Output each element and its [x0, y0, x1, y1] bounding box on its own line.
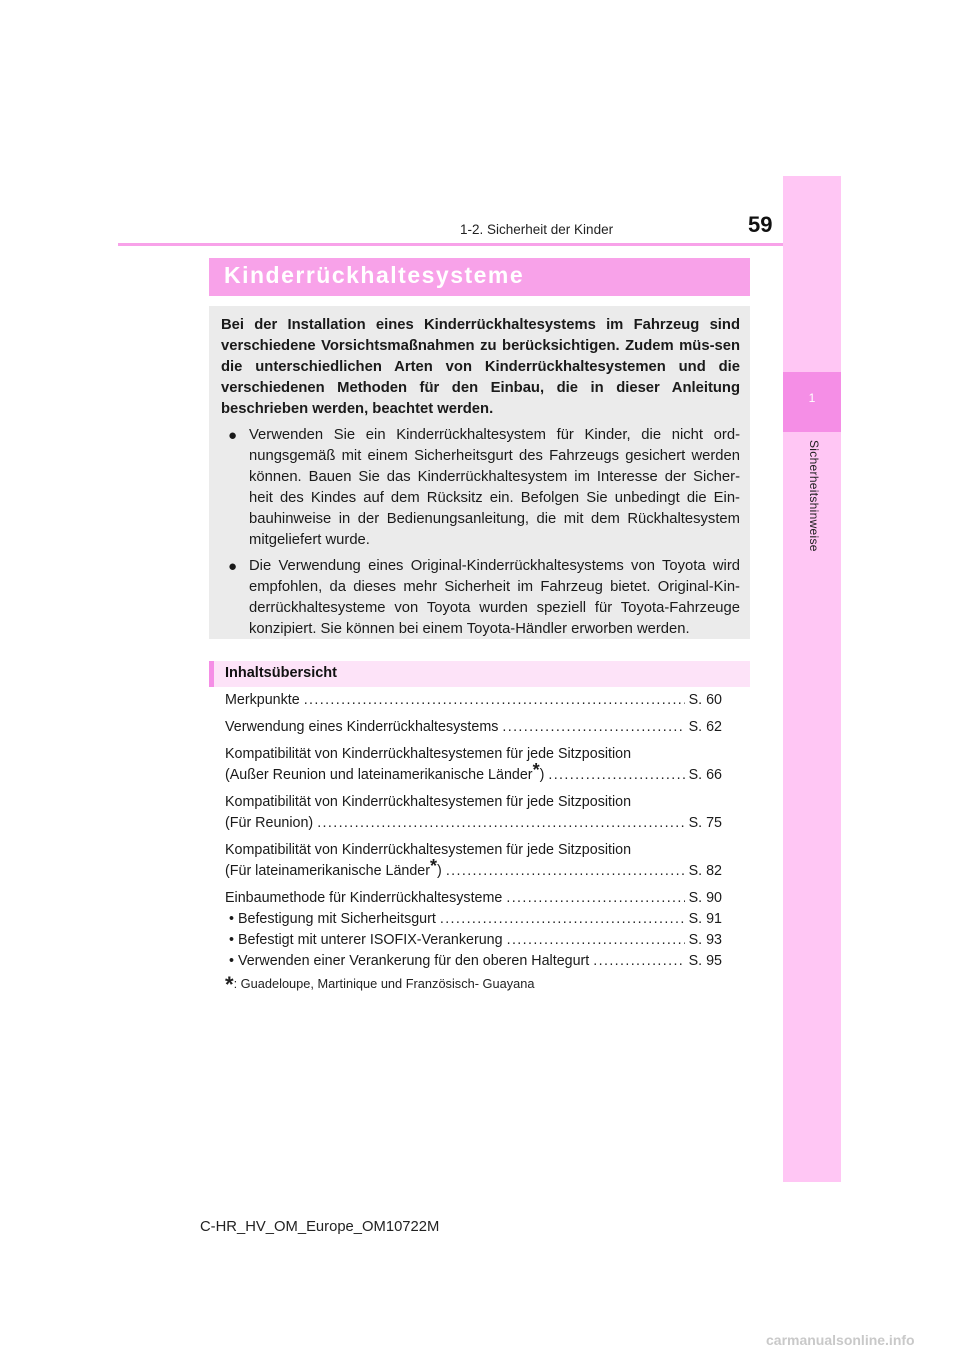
bullet-text: Die Verwendung eines Original-Kinderrückhaltesystems von Toyota wird empfohlen, da dieses mehr Sicherheit im Fahrzeug bietet. Original-Kin-derrückhaltesysteme von Toyota wurden speziell für Toyota-Fahrzeuge konzipiert. Sie können bei einem Toyota-Händler erworben werden.: [249, 558, 740, 637]
toc-entry-text: Verwendung eines Kinderrückhaltesystems: [225, 719, 499, 735]
toc-page-ref: S. 90: [688, 890, 722, 906]
footnote-text: : Guadeloupe, Martinique und Französisch- Guayana: [233, 976, 535, 991]
toc-entry-kompatibilitaet-reunion[interactable]: [225, 792, 722, 834]
toc-entry-text: (Für Reunion): [225, 815, 314, 831]
bullet-dot-icon: ●: [228, 427, 238, 444]
chapter-number-tab: 1: [783, 372, 841, 432]
toc-entry-einbaumethode[interactable]: [225, 888, 722, 909]
bullet-text: Verwenden Sie ein Kinderrückhaltesystem für Kinder, die nicht ord-nungsgemäß mit einem Sicherheitsgurt des Fahrzeugs gesichert werden können. Bauen Sie das Kinderrückhaltesystem im Interesse der Sicher-heit des Kindes auf dem Rücksitz ein. Befolgen Sie unbedingt die Ein-bauhinweise in der Bedienungsanleitung, die mit dem Rückhaltesystem mitgeliefert wurde.: [249, 427, 740, 548]
toc-entry-kompatibilitaet-ausser-reunion[interactable]: [225, 744, 722, 786]
toc-sub-entry-text: • Befestigt mit unterer ISOFIX-Verankerung: [229, 932, 503, 948]
toc-sub-entry-haltegurt[interactable]: [225, 951, 722, 972]
page-title: Kinderrückhaltesysteme: [224, 262, 525, 288]
watermark: carmanualsonline.info: [766, 1332, 915, 1348]
toc-entry-merkpunkte[interactable]: [225, 690, 722, 711]
toc-page-ref: S. 91: [688, 911, 722, 927]
toc-entry-text: (Für lateinamerikanische Länder*): [225, 856, 442, 879]
toc-sub-entry-sicherheitsgurt[interactable]: [225, 909, 722, 930]
intro-bullet: [221, 556, 740, 640]
toc-entry-text: Merkpunkte: [225, 692, 300, 708]
toc-entry-text: Kompatibilität von Kinderrückhaltesystemen für jede Sitzposition: [225, 794, 632, 810]
toc-page-ref: S. 82: [688, 863, 722, 879]
toc-leader-dots: [593, 951, 684, 972]
table-of-contents: [225, 690, 722, 972]
toc-leader-dots: [317, 813, 684, 834]
toc-heading: Inhaltsübersicht: [225, 665, 337, 681]
toc-page-ref: S. 62: [688, 719, 722, 735]
header-rule: [118, 243, 783, 246]
toc-leader-dots: [507, 930, 685, 951]
document-code: C-HR_HV_OM_Europe_OM10722M: [200, 1219, 440, 1235]
toc-sub-entry-isofix[interactable]: [225, 930, 722, 951]
toc-leader-dots: [548, 765, 684, 786]
toc-leader-dots: [446, 861, 685, 882]
toc-entry-kompatibilitaet-lateinamerika[interactable]: [225, 840, 722, 882]
intro-box: [209, 306, 750, 639]
intro-bullet: [221, 425, 740, 551]
toc-sub-entry-text: • Befestigung mit Sicherheitsgurt: [229, 911, 436, 927]
toc-entry-verwendung[interactable]: [225, 717, 722, 738]
toc-entry-text: Einbaumethode für Kinderrückhaltesysteme: [225, 890, 503, 906]
toc-leader-dots: [304, 690, 685, 711]
toc-leader-dots: [440, 909, 685, 930]
chapter-side-tab: [783, 176, 841, 1182]
toc-page-ref: S. 95: [688, 953, 722, 969]
toc-sub-entry-text: • Verwenden einer Verankerung für den oberen Haltegurt: [229, 953, 590, 969]
toc-leader-dots: [502, 717, 684, 738]
section-title-bar: [209, 258, 750, 296]
toc-entry-text: Kompatibilität von Kinderrückhaltesystemen für jede Sitzposition: [225, 842, 632, 858]
footnote: [225, 972, 534, 998]
footnote-star-icon: *: [532, 760, 540, 780]
toc-entry-text: (Außer Reunion und lateinamerikanische Länder*): [225, 760, 545, 783]
page-number: 59: [748, 212, 773, 237]
bullet-dot-icon: ●: [228, 558, 238, 575]
toc-leader-dots: [506, 888, 684, 909]
chapter-label: Sicherheitshinweise: [807, 440, 821, 552]
toc-entry-text: Kompatibilität von Kinderrückhaltesystemen für jede Sitzposition: [225, 746, 632, 762]
toc-header: [209, 661, 750, 687]
toc-page-ref: S. 66: [688, 767, 722, 783]
toc-page-ref: S. 75: [688, 815, 722, 831]
running-head: 1-2. Sicherheit der Kinder: [460, 222, 614, 237]
toc-page-ref: S. 93: [688, 932, 722, 948]
toc-page-ref: S. 60: [688, 692, 722, 708]
intro-lead: Bei der Installation eines Kinderrückhaltesystems im Fahrzeug sind verschiedene Vorsichtsmaßnahmen zu berücksichtigen. Zudem müs-sen die unterschiedlichen Arten von Kinderrückhaltesystemen und die verschiedenen Methoden für den Einbau, die in dieser Anleitung beschrieben werden, beachtet werden.: [221, 317, 740, 417]
footnote-star-icon: *: [225, 972, 234, 997]
footnote-star-icon: *: [430, 856, 438, 876]
